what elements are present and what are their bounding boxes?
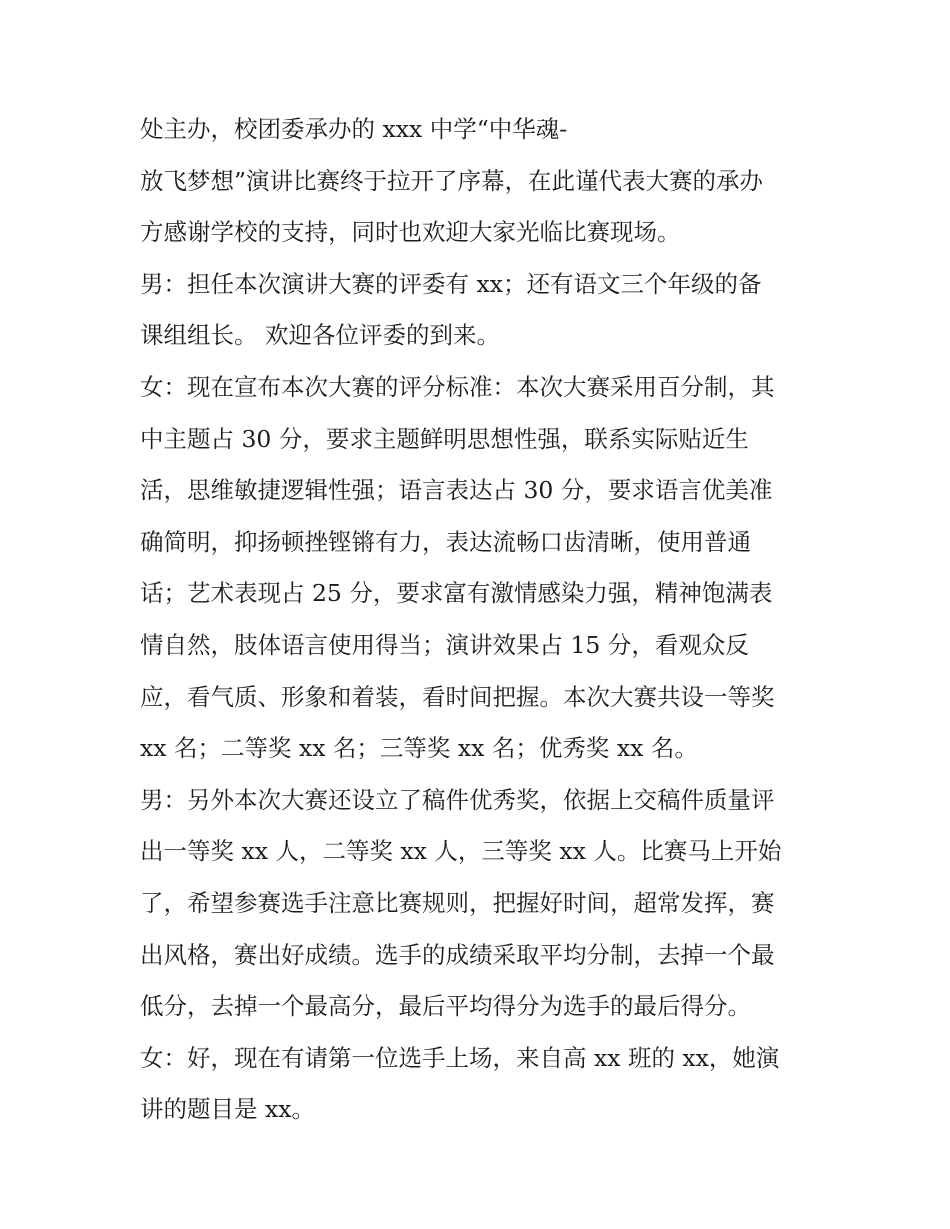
text-line: 活，思维敏捷逻辑性强；语言表达占 30 分，要求语言优美准 [140,476,773,505]
text-line: 中主题占 30 分，要求主题鲜明思想性强，联系实际贴近生 [140,424,749,453]
text-line: xx 名；二等奖 xx 名；三等奖 xx 名；优秀奖 xx 名。 [140,734,698,763]
text-line: 男：担任本次演讲大赛的评委有 xx；还有语文三个年级的备 [140,269,762,298]
text-line: 了，希望参赛选手注意比赛规则，把握好时间，超常发挥，赛 [140,888,775,917]
text-line: 课组组长。 欢迎各位评委的到来。 [140,321,500,350]
text-line: 应，看气质、形象和着装，看时间把握。本次大赛共设一等奖 [140,682,775,711]
text-line: 方感谢学校的支持，同时也欢迎大家光临比赛现场。 [140,218,681,247]
text-line: 女：现在宣布本次大赛的评分标准：本次大赛采用百分制，其 [140,372,775,401]
text-line: 女：好，现在有请第一位选手上场，来自高 xx 班的 xx，她演 [140,1043,780,1072]
text-line: 处主办，校团委承办的 xxx 中学“中华魂- [140,115,568,143]
text-line: 出风格，赛出好成绩。选手的成绩采取平均分制，去掉一个最 [140,940,775,969]
text-line: 男：另外本次大赛还设立了稿件优秀奖，依据上交稿件质量评 [140,785,775,814]
text-line: 话；艺术表现占 25 分，要求富有激情感染力强，精神饱满表 [140,579,773,608]
text-line: 放飞梦想”演讲比赛终于拉开了序幕，在此谨代表大赛的承办 [140,166,764,195]
text-line: 出一等奖 xx 人，二等奖 xx 人，三等奖 xx 人。比赛马上开始 [140,837,782,866]
text-line: 确简明，抑扬顿挫铿锵有力，表达流畅口齿清晰，使用普通 [140,527,751,556]
text-line: 情自然，肢体语言使用得当；演讲效果占 15 分，看观众反 [140,630,749,659]
document-body [140,104,830,1136]
text-line: 讲的题目是 xx。 [140,1095,315,1124]
text-line: 低分，去掉一个最高分，最后平均得分为选手的最后得分。 [140,992,751,1021]
